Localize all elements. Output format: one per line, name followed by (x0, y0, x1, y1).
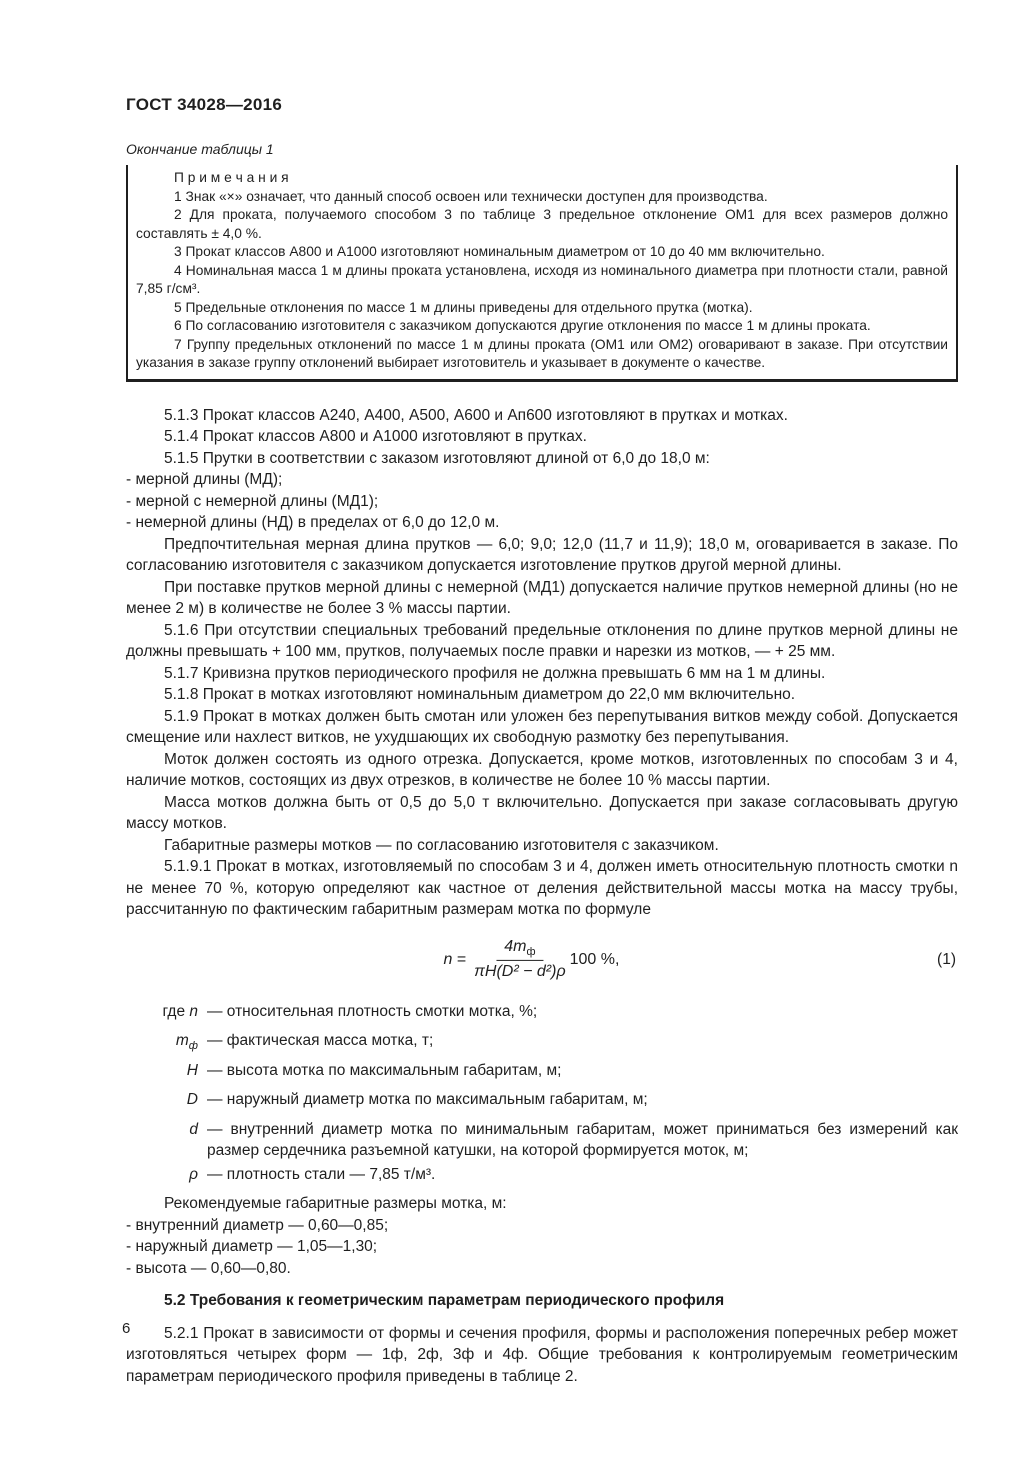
paragraph-5-2-1: 5.2.1 Прокат в зависимости от формы и сечения профиля, формы и расположения поперечных ребер может изготовляться четырех форм — 1ф, 2ф, 3ф и 4ф. Общие требования к контролируемым геометрическим параметрам периодического профиля приведены в таблице 2. (126, 1324, 958, 1385)
definition-desc: — фактическая масса мотка, т; (207, 1032, 434, 1050)
paragraph: Масса мотков должна быть от 0,5 до 5,0 т включительно. Допускается при заказе согласовывать другую массу мотков. (126, 793, 958, 832)
paragraph-5-1-9-1: 5.1.9.1 Прокат в мотках, изготовляемый по способам 3 и 4, должен иметь относительную плотность смотки n не менее 70 %, которую определяют как частное от деления действительной массы мотка на массу трубы, рассчитанную по фактическим габаритным размерам мотка по формуле (126, 858, 958, 918)
definition-row (126, 1030, 958, 1058)
def-sub: ф (188, 1040, 198, 1053)
note-item: 4 Номинальная масса 1 м длины проката установлена, исходя из номинального диаметра при плотности стали, равной 7,85 г/см³. (136, 262, 948, 296)
note-item: 2 Для проката, получаемого способом 3 по таблице 3 предельное отклонение ОМ1 для всех размеров должно составлять ± 4,0 %. (136, 207, 948, 241)
def-var: D (186, 1091, 198, 1109)
definition-desc: — относительная плотность смотки мотка, %; (207, 1002, 538, 1020)
def-var: m (175, 1032, 189, 1050)
definition-row (126, 1089, 958, 1117)
list-item: - высота — 0,60—0,80. (126, 1259, 291, 1277)
numerator-base: 4m (504, 937, 527, 955)
definition-term (126, 1164, 198, 1192)
doc-number-header: ГОСТ 34028—2016 (126, 95, 283, 114)
paragraph-5-1-4: 5.1.4 Прокат классов А800 и А1000 изготовляют в прутках. (164, 428, 587, 445)
definition-term (126, 1060, 198, 1088)
note-item: 6 По согласованию изготовителя с заказчиком допускаются другие отклонения по массе 1 м длины проката. (174, 318, 871, 333)
numerator-subscript: ф (526, 945, 536, 958)
definition-row (126, 1060, 958, 1088)
note-item: 1 Знак «×» означает, что данный способ освоен или технически доступен для производства. (174, 188, 768, 204)
table-notes-box (126, 165, 958, 382)
denominator-text: πH(D² − d²)ρ (474, 963, 566, 981)
paragraph-5-1-7: 5.1.7 Кривизна прутков периодического профиля не должна превышать 6 мм на 1 м длины. (164, 664, 826, 682)
note-item: 5 Предельные отклонения по массе 1 м длины приведены для отдельного прутка (мотка). (174, 299, 753, 315)
table-end-caption: Окончание таблицы 1 (126, 141, 274, 157)
list-item: - мерной длины (МД); (126, 471, 283, 488)
fraction (474, 937, 565, 981)
paragraph: Рекомендуемые габаритные размеры мотка, м: (164, 1195, 507, 1213)
definition-term (126, 1119, 198, 1162)
def-var: n (189, 1002, 198, 1020)
paragraph-5-1-8: 5.1.8 Прокат в мотках изготовляют номинальным диаметром до 22,0 мм включительно. (164, 686, 796, 703)
paragraph-5-1-5: 5.1.5 Прутки в соответствии с заказом изготовляют длиной от 6,0 до 18,0 м: (164, 449, 710, 467)
fraction-numerator (496, 937, 543, 961)
list-item: - мерной с немерной длины (МД1); (126, 492, 379, 510)
def-var: ρ (189, 1165, 198, 1183)
fraction-denominator (474, 961, 565, 981)
paragraph-5-1-9: 5.1.9 Прокат в мотках должен быть смотан или уложен без перепутывания витков между собой. Допускается смещение или нахлест витков, не ухудшающих их свободную размотку без перепутывания. (126, 707, 958, 746)
formula-1 (126, 931, 958, 989)
definition-desc: — наружный диаметр мотка по максимальным габаритам, м; (207, 1091, 648, 1109)
definition-row (126, 1001, 958, 1029)
variable-definitions (126, 1001, 958, 1192)
page-content (126, 95, 958, 1387)
note-item: 7 Группу предельных отклонений по массе 1 м длины проката (ОМ1 или ОМ2) оговаривают в заказе. При отсутствии указания в заказе группу отклонений выбирает изготовитель и указывает в документе о качестве. (136, 336, 948, 370)
definition-desc: — высота мотка по максимальным габаритам, м; (207, 1061, 562, 1079)
paragraph-5-1-3: 5.1.3 Прокат классов А240, А400, А500, А600 и Ап600 изготовляют в прутках и мотках. (164, 406, 788, 424)
definition-row (126, 1164, 958, 1192)
paragraph: Предпочтительная мерная длина прутков — 6,0; 9,0; 12,0 (11,7 и 11,9); 18,0 м, оговаривается в заказе. По согласованию изготовителя с заказчиком допускается изготовление прутков другой мерной длины. (126, 535, 958, 574)
definition-term (126, 1030, 198, 1058)
list-item: - немерной длины (НД) в пределах от 6,0 до 12,0 м. (126, 514, 500, 531)
body-text (126, 405, 958, 1388)
definition-term (126, 1089, 198, 1117)
definition-term (126, 1001, 198, 1029)
definition-desc: — плотность стали — 7,85 т/м³. (207, 1165, 436, 1183)
var-n: n (443, 950, 453, 968)
list-item: - внутренний диаметр — 0,60—0,85; (126, 1216, 389, 1234)
list-item: - наружный диаметр — 1,05—1,30; (126, 1238, 378, 1256)
equation-number: (1) (937, 950, 956, 968)
formula-expression (443, 937, 619, 981)
def-prefix: где (162, 1002, 190, 1020)
page-number: 6 (122, 1320, 131, 1337)
note-item: 3 Прокат классов А800 и А1000 изготовляют номинальным диаметром от 10 до 40 мм включительно. (174, 244, 825, 259)
equals-sign: = (456, 950, 467, 968)
notes-title: П р и м е ч а н и я (174, 170, 289, 185)
paragraph: Габаритные размеры мотков — по согласованию изготовителя с заказчиком. (164, 836, 719, 854)
paragraph: При поставке прутков мерной длины с немерной (МД1) допускается наличие прутков немерной длины (но не менее 2 м) в количестве не более 3 % массы партии. (126, 578, 958, 617)
formula-multiplier: 100 %, (569, 950, 620, 968)
definition-row (126, 1119, 958, 1162)
def-var: H (186, 1061, 198, 1079)
def-var: d (189, 1120, 198, 1138)
definition-desc: — внутренний диаметр мотка по минимальным габаритам, может приниматься без измерений как размер сердечника разъемной катушки, на которой формируется моток, м; (207, 1120, 958, 1160)
section-heading-5-2: 5.2 Требования к геометрическим параметрам периодического профиля (164, 1292, 725, 1310)
formula-lhs (443, 951, 466, 969)
paragraph: Моток должен состоять из одного отрезка. Допускается, кроме мотков, изготовленных по способам 3 и 4, наличие мотков, состоящих из двух отрезков, в количестве не более 10 % массы партии. (126, 750, 958, 789)
paragraph-5-1-6: 5.1.6 При отсутствии специальных требований предельные отклонения по длине прутков мерной длины не должны превышать + 100 мм, прутков, получаемых после правки и нарезки из мотков, — + 25 мм. (126, 621, 958, 660)
